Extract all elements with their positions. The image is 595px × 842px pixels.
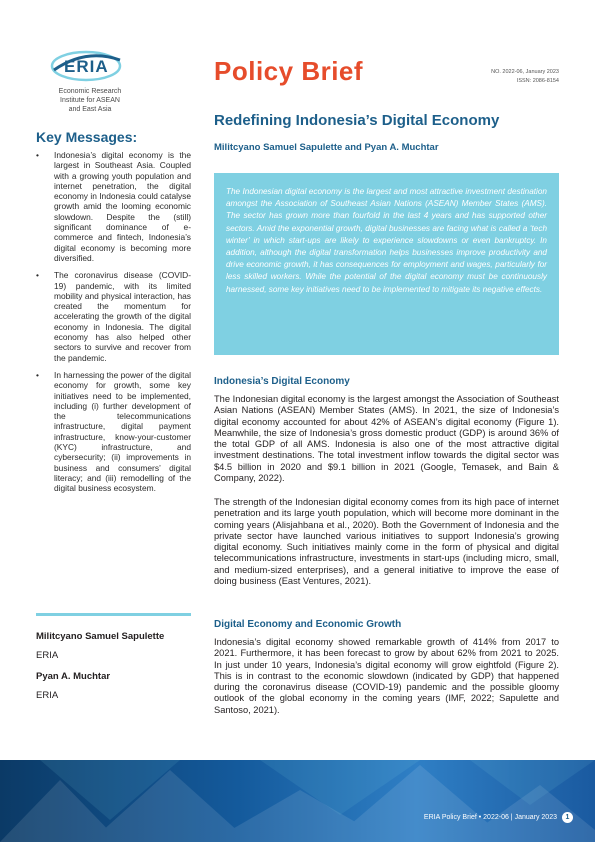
abstract-text: The Indonesian digital economy is the largest and most attractive investment destination amongst the Association of Southeast Asian Nations (ASEAN) Member States (AMS). The sector has grown more than fourfold in the last 4 years and has supported other sectors. Amid the exponential growth, digital businesses are facing what is called a ‘tech winter’ in which start-ups are likely to experience slowdowns or even bankruptcy. In addition, although the digital transformation helps businesses improve productivity and drive economic growth, it has consequences for employment and wages, particularly for less skilled workers. While the potential of the digital economy must be continuously harnessed, some key initiatives need to be implemented to mitigate its negative effects. bbox=[226, 187, 547, 294]
footer-banner bbox=[0, 760, 595, 842]
institute-name bbox=[30, 87, 150, 114]
page-title: Redefining Indonesia’s Digital Economy bbox=[214, 112, 500, 129]
section-heading: Indonesia’s Digital Economy bbox=[214, 376, 350, 387]
body-paragraph: The Indonesian digital economy is the largest amongst the Association of Southeast Asian Nations (ASEAN) Member States (AMS). In 2021, the size of Indonesia’s digital economy accounted for about 42% of ASEAN’s digital economy (Figure 1). Meanwhile, the size of Indonesia’s gross domestic product (GDP) is around 36% of the total GDP of all AMS. Indonesia is also one of the most attractive digital investment destinations. The total investment inflow towards the digital sector was $4.5 billion in 2020 and $9.1 billion in 2021 (Google, Temasek, and Bain & Company, 2022). bbox=[214, 394, 559, 484]
issn: ISSN: 2086-8154 bbox=[516, 78, 559, 84]
authors-line: Militcyano Samuel Sapulette and Pyan A. Muchtar bbox=[214, 142, 439, 153]
body-paragraph: The strength of the Indonesian digital economy comes from its high pace of internet penetration and its large youth population, which will become more dominant in the coming years (Alisjahbana et al., 2020). Both the Government of Indonesia and the private sector have launched various initiatives to support Indonesia’s growing digital economy. Such initiatives mainly come in the form of physical and digital telecommunications infrastructure, investments in start-ups (including micro, small, and medium-sized enterprises), and a general initiative to improve the ease of doing business (East Ventures, 2021). bbox=[214, 497, 559, 587]
institute-line: Economic Research bbox=[58, 88, 122, 95]
bullet-icon: • bbox=[36, 369, 39, 380]
author-affiliation: ERIA bbox=[36, 690, 59, 701]
eria-logo bbox=[48, 46, 126, 86]
footer-pattern bbox=[0, 760, 595, 842]
author-name: Pyan A. Muchtar bbox=[36, 671, 111, 682]
key-message bbox=[36, 270, 191, 363]
page-number: 1 bbox=[562, 812, 573, 823]
institute-line: Institute for ASEAN bbox=[60, 97, 120, 104]
sidebar bbox=[0, 0, 200, 760]
abstract-box bbox=[214, 173, 559, 355]
key-messages-list bbox=[36, 150, 191, 501]
key-message-text: In harnessing the power of the digital economy for growth, some key initiatives need to be implemented, including (i) further development of the telecommunications infrastructure, digital payment infrastructure, know-your-customer (KYC) infrastructure, and cybersecurity; (ii) improvements in business and consumers’ digital literacy; and (iii) remodelling of the digital business ecosystem. bbox=[54, 369, 191, 494]
key-message-text: The coronavirus disease (COVID-19) pandemic, with its limited mobility and physical interaction, has created the momentum for accelerating the growth of the digital economy in Indonesia. The digital economy has also helped other sectors to survive and recover from the pandemic. bbox=[54, 270, 191, 363]
body-paragraph: Indonesia’s digital economy showed remarkable growth of 414% from 2017 to 2021. Furthermore, it has been forecast to grow by about 62% from 2021 to 2025. In just under 10 years, Indonesia’s digital economy will grow eightfold (Figure 2). This is in contrast to the economic slowdown (indicated by GDP) that happened during the coronavirus disease (COVID-19) pandemic and the possible gloomy outlook of the global economy in the coming years (IMF, 2022; Sapulette and Santoso, 2021). bbox=[214, 637, 559, 715]
series-title: Policy Brief bbox=[214, 56, 364, 86]
key-messages-title: Key Messages: bbox=[36, 129, 138, 145]
author-name: Militcyano Samuel Sapulette bbox=[36, 631, 165, 642]
author-block bbox=[36, 631, 196, 711]
section-heading: Digital Economy and Economic Growth bbox=[214, 619, 402, 630]
institute-line: and East Asia bbox=[68, 106, 112, 113]
logo-text: ERIA bbox=[64, 57, 109, 76]
doc-number: NO. 2022-06, January 2023 bbox=[491, 69, 559, 75]
footer-text: ERIA Policy Brief • 2022-06 | January 2023 bbox=[423, 814, 557, 821]
sidebar-divider bbox=[36, 613, 191, 616]
doc-meta bbox=[455, 68, 559, 86]
key-message bbox=[36, 150, 191, 263]
key-message bbox=[36, 370, 191, 494]
key-message-text: Indonesia’s digital economy is the largest in Southeast Asia. Coupled with a growing youth population and internet penetration, the digital economy in Indonesia could catalyse growth amid the looming economic slowdown. Despite the (still) significant dominance of e-commerce and fintech, Indonesia’s digital economy is becoming more diversified. bbox=[54, 150, 191, 263]
author-affiliation: ERIA bbox=[36, 650, 59, 661]
bullet-icon: • bbox=[36, 150, 39, 160]
bullet-icon: • bbox=[36, 270, 39, 281]
